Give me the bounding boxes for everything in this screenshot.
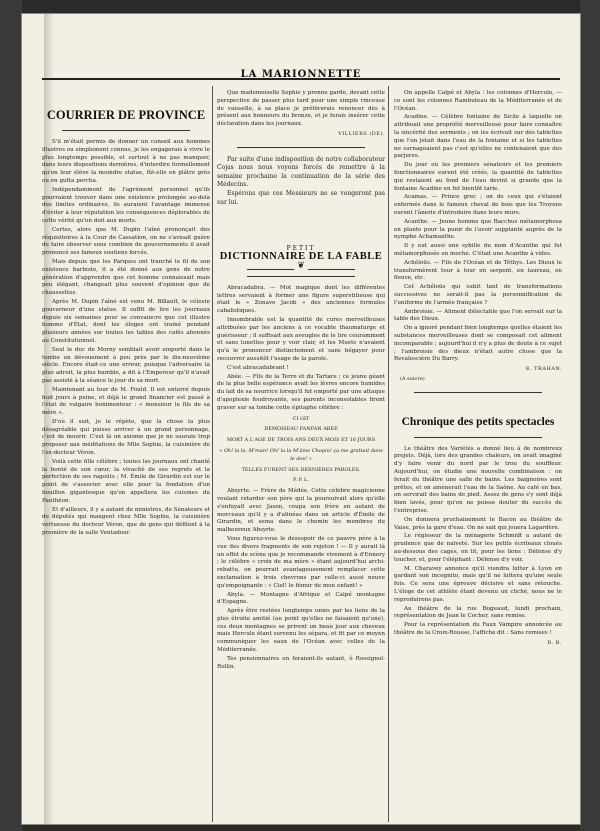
dictionary-entry: Il y eut aussi une sybille du nom d'Acanthe qui fut métamorphosée en moche. C'était une Acanthe à vides.	[394, 243, 562, 257]
article-paragraph: Maintenant au tour de M. Fould. Il est enterré depuis huit jours à peine, et déjà le grand financier est passé à l'état de vulgaire bonimenteur : « monsieur le fils de sa mère ».	[42, 386, 210, 417]
epitaph-line: DEMOISEAU FANFAN ABÉE	[264, 426, 338, 433]
dictionary-heading	[217, 245, 385, 261]
left-column	[42, 90, 210, 539]
article-paragraph: Que mademoiselle Sophie y prenne garde, devant cette perspective de passer plus tard pour une simple rinceuse de vaisselle, à sa place je préférerais renoncer dès à présent aux honneurs du bronze, et je ferais insérer cette déclaration dans les journaux.	[217, 90, 385, 128]
newspaper-page	[22, 14, 580, 824]
dictionary-entry: Vous figurez-vous le désespoir de ce pauvre père à la vue des divers fragments de son rejeton ! — Il y aurait là un effet de scène que je recommande vivement à d'Ennery ; le célèbre « croix de ma mère » étant aujourd'hui archi-rebattu, on pourrait avantageusement remplacer cette exclamation à trois chevrons par celle-ci aussi neuve qu'empoignante : « Ciel! le fémur de mon enfant! »	[217, 535, 385, 589]
dictionary-entry: On a ignoré pendant bien longtemps quelles étaient les substances merveilleuses dont se composait cet aliment incomparable ; aujourd'hui il n'y a plus de doute à ce sujet ; l'ambroisie des dieux n'était autre chose que la Revalescière Du Barry.	[394, 325, 562, 363]
dictionary-title: DICTIONNAIRE DE LA FABLE	[219, 251, 383, 263]
dictionary-entry: Acadine. — Célèbre fontaine de Sicile à laquelle on attribuait une propriété merveilleuse pour faire connaître la sincérité des serments ; on les écrivait sur des tablettes que l'on jetait dans l'eau de la fontaine et si les tablettes ne surnageaient pas c'est qu'elles ne contenaient que des parjures.	[394, 114, 562, 160]
separator-rule	[414, 392, 542, 393]
title-rule	[414, 437, 542, 438]
article-paragraph: D'où il suit, je le répète, que la chose la plus désagréable qui puisse arriver à un grand personnage, c'est de mourir. C'est là un axiome que je ne saurais trop proposer aux méditations de Mlle Sophie, la cuisinière de l'ex-docteur Véron.	[42, 418, 210, 457]
epitaph-line: CI GIT	[292, 415, 310, 422]
page-edge	[580, 0, 600, 831]
epitaph-line: « Oh! la la, M'man! Oh! la la M'âme Chopin! ça me grattait dans le dos! »	[219, 447, 383, 462]
dictionary-entry: Abracadabra. — Mot magique dont les différentes lettres servaient à former une figure superstitieuse qui était le « Zonave Jacob » des anciennes formules cabalistiques.	[217, 284, 385, 315]
middle-column	[217, 90, 385, 672]
article-paragraph: On donnera prochainement le Bacon au théâtre de Vaise, près la gare d'eau. On ne sait qui jouera Lagardère.	[394, 516, 562, 531]
notice-paragraph: Espérons que ces Messieurs ne se vengeront pas sur lui.	[217, 190, 385, 206]
dictionary-entry: Du jour où les premiers sénateurs et les premiers fonctionnaires eurent été créés, la quantité de tablettes qui restaient au fond de l'eau devint si grande que la fontaine Acadine en fut bientôt tarie.	[394, 162, 562, 192]
dictionary-entry: Tes pensionnaires en feraient-ils autant, ô Rossignol-Rollin.	[217, 655, 385, 670]
article-paragraph: Mais depuis que les Parques ont tranché le fil de son existence barbiste, il a été donné aux gens de notre génération d'apprendre que cet homme connaissait mais peu élégant, changeait plus souvent d'opinion que de chaussettes.	[42, 258, 210, 297]
dictionary-entry: On appelle Calpé et Abyla : les colonnes d'Hercule, — ce sont les colonnes Rambuteau de la Méditerranée et de l'Océan.	[394, 90, 562, 112]
section-title: Chronique des petits spectacles	[401, 415, 555, 428]
article-paragraph: Le régisseur de la ménagerie Schmidt a autant de prudence que de naïveté. Sur les petits écriteaux cloués au-dessous des cages, on lit, pour les lions : Défense d'y toucher, et, pour l'éléphant : Défense d'y voir.	[394, 533, 562, 563]
masthead-title: LA MARIONNETTE	[240, 69, 362, 80]
to-be-continued: (A suivre)	[400, 375, 425, 382]
article-paragraph: Seul le duc de Morny semblait avoir emporté dans la tombe un dévouement à peu près par le dix-neuvième siècle. Encore était-ce une erreur, puisque l'adversaire la plus adroit, la plus humble, a dit à l'Empereur qu'il n'avait pas assisté à la séance le jour de sa mort.	[42, 346, 210, 384]
article-paragraph: Certes, alors que M. Dupin l'aîné prononçait des réquisitoires à la Cour de Cassation, on ne s'avisait guère de faire observer sous combien de gouvernements il avait prononcé ses fameux soutiens forcés.	[42, 226, 210, 257]
dictionary-entry: Innombrable est la quantité de cures merveilleuses attribuées par les anciens à ce vocable thaumaturge et guérisseur ; il suffisait aux aveugles de le lire couramment et sans lunettes pour y voir clair, et les Muets n'avaient qu'à le prononcer distinctement et sans bégayer pour recouvrer aussitôt l'usage de la parole.	[217, 317, 385, 362]
dictionary-entry: Abyla. — Montagne d'Afrique et Calpé montagne d'Espagne.	[217, 591, 385, 606]
notice-paragraph: Par suite d'une indisposition de notre collaborateur Cojas nous nous voyons forcés de remettre à la semaine prochaine la continuation de la série des Médecins.	[217, 155, 385, 188]
title-rule	[62, 130, 190, 131]
epitaph-line: TELLES FURENT SES DERNIÈRES PAROLES.	[241, 466, 361, 473]
article-paragraph: Le théâtre des Variétés a donné lieu à de nombreux projets. Déjà, lors des grandes chaleurs, on avait imaginé d'y faire venir du nord par le trou du souffleur. Aujourd'hui, on étudie une nouvelle combinaison : on ferait du théâtre une salle de bains. Les baignoires sont prêtes, et on amènerait l'eau de la Saône. Au café en bas, on servirait des bains de pied. Assez de gens s'y sont déjà bien lavés, pour qu'on ne puisse douter du succès de l'entreprise.	[394, 445, 562, 515]
column-rule	[388, 86, 389, 822]
book-binding	[0, 0, 22, 831]
dictionary-entry: Acanthe. — Jeune homme que Bacchus métamorphosa en plante pour la punir de l'avoir supplanté auprès de la nymphe Achamanthe.	[394, 218, 562, 241]
dictionary-kicker: PETIT	[286, 245, 316, 253]
epitaph-line: MORT A L'AGE DE TROIS ANS DEUX MOIS ET 16 JOURS	[226, 437, 376, 444]
article-paragraph: Indépendamment de l'agrément personnel qu'ils pourraient trouver dans une existence prolongée au-delà des limites ordinaires, ils auraient l'avantage immense d'éviter à leur réputation les conséquences déplorables de cette vérité qu'on doit aux morts.	[42, 186, 210, 224]
right-column	[394, 90, 562, 656]
ornament-divider	[247, 269, 355, 277]
signature: VILLIERS (DE).	[338, 130, 385, 137]
dictionary-entry: Ambroisie. — Aliment délectable que l'on servait sur la table des Dieux.	[394, 308, 562, 323]
section-title: COURRIER DE PROVINCE	[46, 108, 206, 122]
article-paragraph: Au théâtre de la rue Bugeaud, lundi prochain, représentation de Jean le Cocher, sans remise.	[394, 605, 562, 620]
masthead	[42, 62, 560, 80]
article-paragraph: M. Charavey annonce qu'il viendra lutter à Lyon en gardant son incognito, mais qu'il ne luttera qu'une seule fois. Ce sera une épreuve décisive et sans retouche. L'éloge de cet athlète étant devenu un cliché, nous ne le reproduirons pas.	[394, 565, 562, 603]
article-paragraph: Pour la représentation du Faux Vampire annoncée au théâtre de la Croix-Rousse, l'affiche dit : Sans remises !	[394, 622, 562, 637]
article-paragraph: Et d'ailleurs, il y a autant de ministres, de Sénateurs et de députés qui mangent chez Mlle Sophie, la cuisinière vertueuse du docteur Véron, que de gens qui défilent à la première de la salle Ventadour.	[42, 506, 210, 537]
article-paragraph: Voilà cette fille célèbre ; toutes les journaux ont chanté la bonté de son cœur, la vivacité de ses regrets et la perfection de ses ragoûts ; M. Émile de Girardin est sur le point de s'associer avec elle pour la fondation d'un bouillon gigantesque qu'on appellera les cuisines du Panthéon.	[42, 458, 210, 504]
epitaph-signature: P. P. L.	[293, 477, 309, 484]
article-paragraph: S'il m'était permis de donner un conseil aux hommes illustres ou simplement connus, je les engagerais à vivre le plus longtemps possible, et surtout à ne pas manquer, dans leurs dispositions dernières, d'interdire formellement qu'on leur élève la moindre statue, fût-elle en plâtre grès ou en gutta percha.	[42, 139, 210, 184]
dictionary-entry: Acamas. — Prince grec ; on de ceux qui s'étaient enfermés dans le fameux cheval de bois que les Troyens eurent l'ânerie d'introduire dans leurs murs.	[394, 194, 562, 216]
article-paragraph: Après M. Dupin l'aîné est venu M. Billault, le céleste gouverneur d'une statue. Il suffit de lire les journaux depuis six semaines pour se convaincre que cet illustre homme d'État, dont les éloges ont trainé pendant plusieurs années sur toutes les tables des cafés abonnés au Constitutionnel.	[42, 298, 210, 344]
dictionary-entry: Absyrte. — Frère de Médée. Cette célèbre magicienne voulant retarder son père qui la poursuivait alors qu'elle s'enfuyait avec Jason, coupa son frère en autant de morceaux qu'il y a d'alinéas dans un article d'Émile de Girardin, et sema dans le chemin les membres du malheureux Absyrte.	[217, 488, 385, 534]
dictionary-entry: Achéloüs. — Fils de l'Océan et de Téthys. Les Dieux le transformèrent tour à tour en serpent, en taureau, en fleuve, etc.	[394, 259, 562, 282]
dictionary-entry: Cet Achéloüs qui subit tant de transformations successives ne serait-il pas la personnification de l'uniforme de l'armée française ?	[394, 284, 562, 306]
signature: E. TRAHAN.	[525, 366, 562, 373]
separator-rule	[237, 147, 365, 148]
signature: D. B.	[547, 639, 562, 646]
dictionary-entry: C'est abracadabrant !	[227, 364, 289, 371]
dictionary-entry: Abée. — Fils de la Terre et du Tartare ; ce jeune géant de la plus belle espérance avait les lèvres encore humides du lait de sa nourrice lorsqu'il fut emporté par une attaque d'apoplexie foudroyante, ses parents inconsolables firent graver sur sa tombe cette épitaphe célèbre :	[217, 373, 385, 411]
dictionary-entry: Après être restées longtemps unies par les liens de la plus étroite amitié (au point qu'elles ne faisaient qu'une), ces deux montagnes se prirent un beau jour aux cheveux mais Hercule étant survenu les sépara, et fit par ce moyen communiquer les eaux de l'Océan avec celles de la Méditerranée.	[217, 608, 385, 654]
column-rule	[212, 86, 213, 822]
